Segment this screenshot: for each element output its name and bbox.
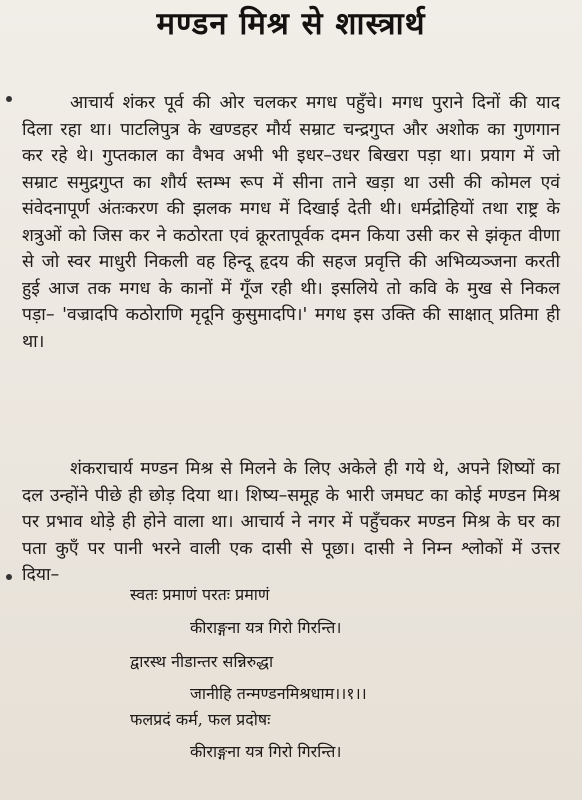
verse-line-5: फलप्रदं कर्म, फल प्रदोषः (130, 710, 271, 729)
verse-line-6: कीराङ्गना यत्र गिरो गिरन्ति। (190, 742, 342, 761)
chapter-title: मण्डन मिश्र से शास्त्रार्थ (156, 6, 426, 42)
paragraph-2-text: शंकराचार्य मण्डन मिश्र से मिलने के लिए अकेले ही गये थे, अपने शिष्यों का दल उन्होंने पीछे ही छोड़ दिया था। शिष्य–समूह के भारी जमघट का कोई मण्डन मिश्र पर प्रभाव थोड़े ही होने वाला था। आचार्य ने नगर में पहुँचकर मण्डन मिश्र के घर का पता कुएँ पर पानी भरने वाली एक दासी से पूछा। दासी ने निम्न श्लोकों में उत्तर दिया– (22, 459, 560, 585)
paragraph-1 (22, 90, 560, 355)
paragraph-2 (22, 456, 560, 589)
verse-line-3: द्वारस्थ नीडान्तर सन्निरुद्धा (130, 652, 274, 671)
verse-line-2: कीराङ्गना यत्र गिरो गिरन्ति। (190, 618, 342, 637)
verse-line-4: जानीहि तन्मण्डनमिश्रधाम।।१।। (190, 684, 367, 703)
paragraph-1-text: आचार्य शंकर पूर्व की ओर चलकर मगध पहुँचे। मगध पुराने दिनों की याद दिला रहा था। पाटलिपुत्र के खण्डहर मौर्य सम्राट चन्द्रगुप्त और अशोक का गुणगान कर रहे थे। गुप्तकाल का वैभव अभी भी इधर–उधर बिखरा पड़ा था। प्रयाग में जो सम्राट समुद्रगुप्त का शौर्य स्तम्भ रूप में सीना ताने खड़ा था उसी की कोमल एवं संवेदनापूर्ण अंतःकरण की झलक मगध में दिखाई देती थी। धर्मद्रोहियों तथा राष्ट्र के शत्रुओं को जिस कर ने कठोरता एवं क्रूरतापूर्वक दमन किया उसी कर से झंकृत वीणा से जो स्वर माधुरी निकली वह हिन्दू हृदय की सहज प्रवृत्ति की अभिव्यञ्जना करती हुई आज तक मगध के कानों में गूँज रही थी। इसलिये तो कवि के मुख से निकल पड़ा– 'वज्रादपि कठोराणि मृदूनि कुसुमादपि।' मगध इस उक्ति की साक्षात् प्रतिमा ही था। (22, 93, 560, 352)
margin-dot (6, 96, 12, 102)
margin-dot (6, 574, 12, 580)
verse-line-1: स्वतः प्रमाणं परतः प्रमाणं (130, 585, 270, 604)
